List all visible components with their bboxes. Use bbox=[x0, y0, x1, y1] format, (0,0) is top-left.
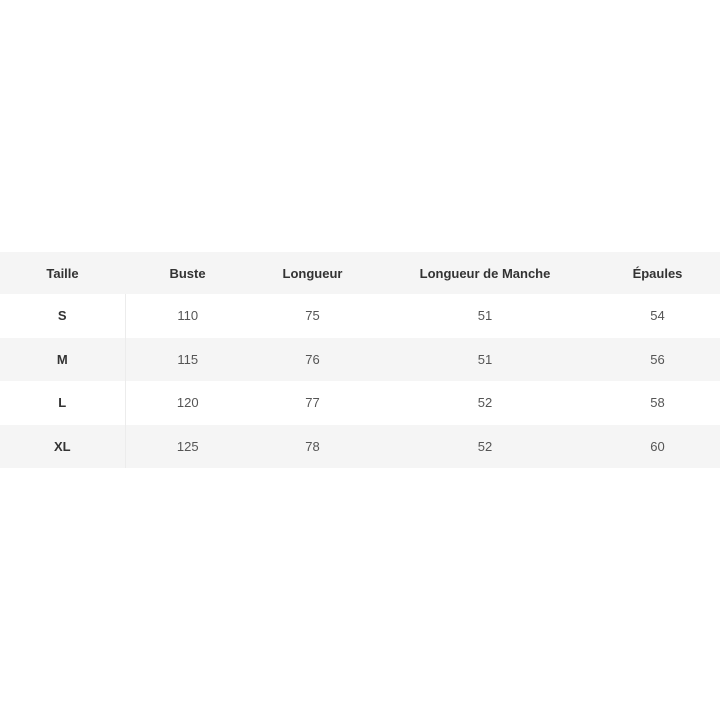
sleeve-length-cell: 51 bbox=[477, 351, 493, 367]
size-cell: XL bbox=[0, 425, 125, 469]
header-bust: Buste bbox=[169, 265, 206, 281]
shoulders-cell: 60 bbox=[650, 438, 665, 454]
bust-cell: 120 bbox=[176, 395, 199, 411]
length-cell: 77 bbox=[305, 395, 320, 411]
sleeve-length-cell: 51 bbox=[477, 308, 493, 324]
length-cell: 75 bbox=[305, 308, 320, 324]
size-cell: M bbox=[0, 338, 125, 382]
header-sleeve-length: Longueur de Manche bbox=[419, 265, 551, 281]
shoulders-cell: 56 bbox=[650, 351, 665, 367]
shoulders-cell: 54 bbox=[650, 308, 665, 324]
table-row bbox=[0, 425, 720, 469]
length-cell: 76 bbox=[305, 351, 320, 367]
size-chart-table bbox=[0, 252, 720, 468]
sleeve-length-cell: 52 bbox=[477, 395, 493, 411]
size-cell: L bbox=[0, 381, 125, 425]
size-cell: S bbox=[0, 294, 125, 338]
sleeve-length-cell: 52 bbox=[477, 438, 493, 454]
shoulders-cell: 58 bbox=[650, 395, 665, 411]
bust-cell: 110 bbox=[177, 308, 199, 324]
table-row bbox=[0, 338, 720, 382]
header-length: Longueur bbox=[282, 265, 343, 281]
table-row bbox=[0, 294, 720, 338]
table-row bbox=[0, 381, 720, 425]
bust-cell: 125 bbox=[176, 438, 199, 454]
header-shoulders: Épaules bbox=[632, 265, 683, 281]
bust-cell: 115 bbox=[177, 351, 199, 367]
length-cell: 78 bbox=[305, 438, 320, 454]
table-header-row bbox=[0, 252, 720, 294]
header-size: Taille bbox=[46, 265, 79, 281]
